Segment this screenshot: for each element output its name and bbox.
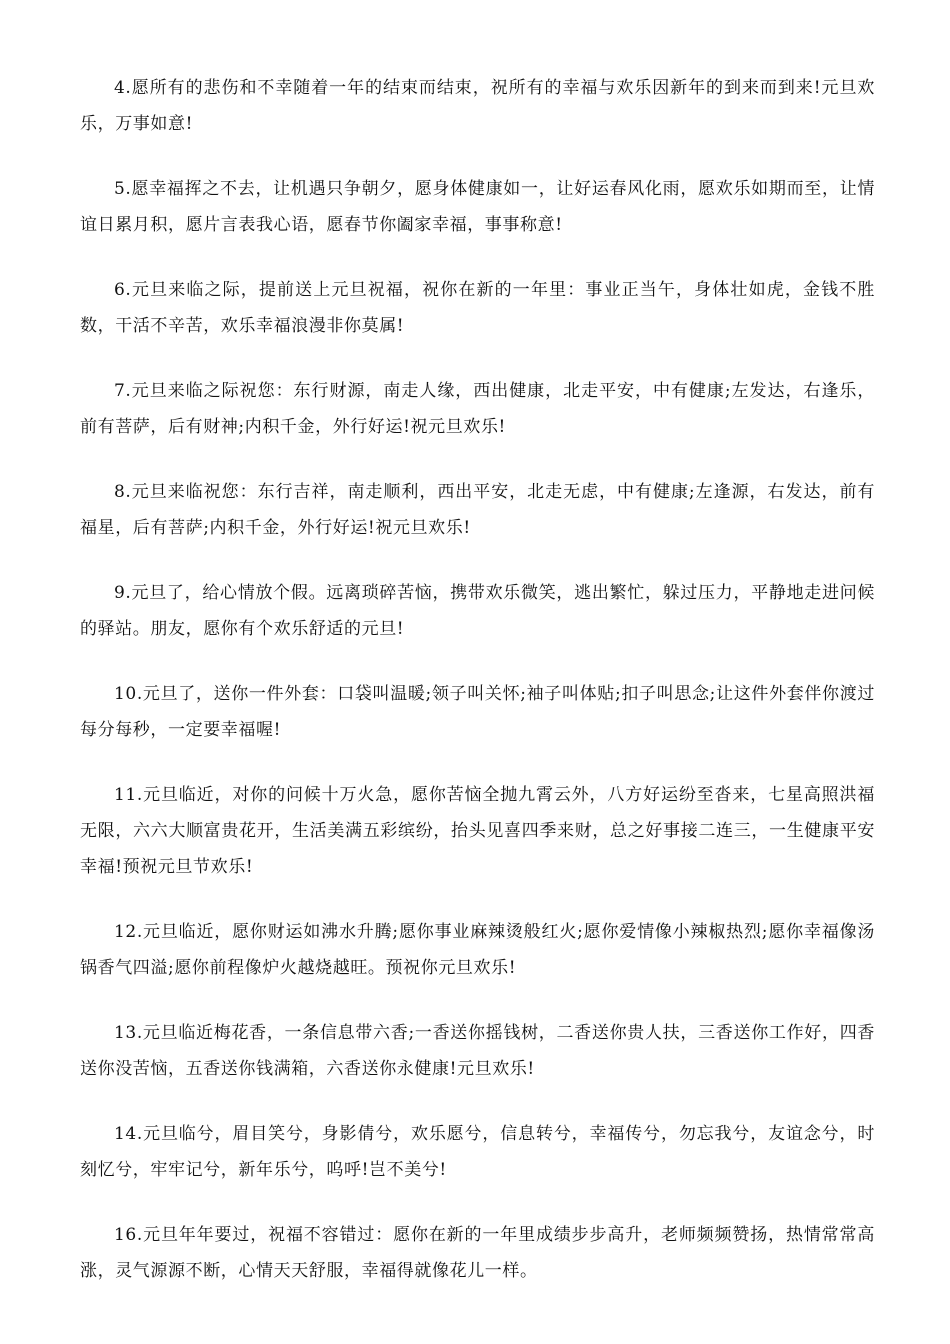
greeting-paragraph: 16.元旦年年要过，祝福不容错过：愿你在新的一年里成绩步步高升，老师频频赞扬，热情常常高涨，灵气源源不断，心情天天舒服，幸福得就像花儿一样。 bbox=[80, 1225, 875, 1281]
greeting-paragraph: 4.愿所有的悲伤和不幸随着一年的结束而结束，祝所有的幸福与欢乐因新年的到来而到来!元旦欢乐，万事如意! bbox=[80, 78, 875, 134]
greeting-paragraph: 6.元旦来临之际，提前送上元旦祝福，祝你在新的一年里：事业正当午，身体壮如虎，金钱不胜数，干活不辛苦，欢乐幸福浪漫非你莫属! bbox=[80, 280, 875, 336]
document-body bbox=[80, 70, 875, 1318]
greeting-paragraph: 8.元旦来临祝您：东行吉祥，南走顺利，西出平安，北走无虑，中有健康;左逢源，右发达，前有福星，后有菩萨;内积千金，外行好运!祝元旦欢乐! bbox=[80, 482, 875, 538]
greeting-paragraph: 5.愿幸福挥之不去，让机遇只争朝夕，愿身体健康如一，让好运春风化雨，愿欢乐如期而至，让情谊日累月积，愿片言表我心语，愿春节你阖家幸福，事事称意! bbox=[80, 179, 875, 235]
greeting-paragraph: 12.元旦临近，愿你财运如沸水升腾;愿你事业麻辣烫般红火;愿你爱情像小辣椒热烈;愿你幸福像汤锅香气四溢;愿你前程像炉火越烧越旺。预祝你元旦欢乐! bbox=[80, 922, 875, 978]
greeting-paragraph: 9.元旦了，给心情放个假。远离琐碎苦恼，携带欢乐微笑，逃出繁忙，躲过压力，平静地走进问候的驿站。朋友，愿你有个欢乐舒适的元旦! bbox=[80, 583, 875, 639]
greeting-paragraph: 11.元旦临近，对你的问候十万火急，愿你苦恼全抛九霄云外，八方好运纷至沓来，七星高照洪福无限，六六大顺富贵花开，生活美满五彩缤纷，抬头见喜四季来财，总之好事接二连三，一生健康平安幸福!预祝元旦节欢乐! bbox=[80, 785, 875, 877]
greeting-paragraph: 14.元旦临兮，眉目笑兮，身影倩兮，欢乐愿兮，信息转兮，幸福传兮，勿忘我兮，友谊念兮，时刻忆兮，牢牢记兮，新年乐兮，呜呼!岂不美兮! bbox=[80, 1124, 875, 1180]
greeting-paragraph: 7.元旦来临之际祝您：东行财源，南走人缘，西出健康，北走平安，中有健康;左发达，右逢乐，前有菩萨，后有财神;内积千金，外行好运!祝元旦欢乐! bbox=[80, 381, 875, 437]
greeting-paragraph: 13.元旦临近梅花香，一条信息带六香;一香送你摇钱树，二香送你贵人扶，三香送你工作好，四香送你没苦恼，五香送你钱满箱，六香送你永健康!元旦欢乐! bbox=[80, 1023, 875, 1079]
greeting-paragraph: 10.元旦了，送你一件外套：口袋叫温暖;领子叫关怀;袖子叫体贴;扣子叫思念;让这件外套伴你渡过每分每秒，一定要幸福喔! bbox=[80, 684, 875, 740]
